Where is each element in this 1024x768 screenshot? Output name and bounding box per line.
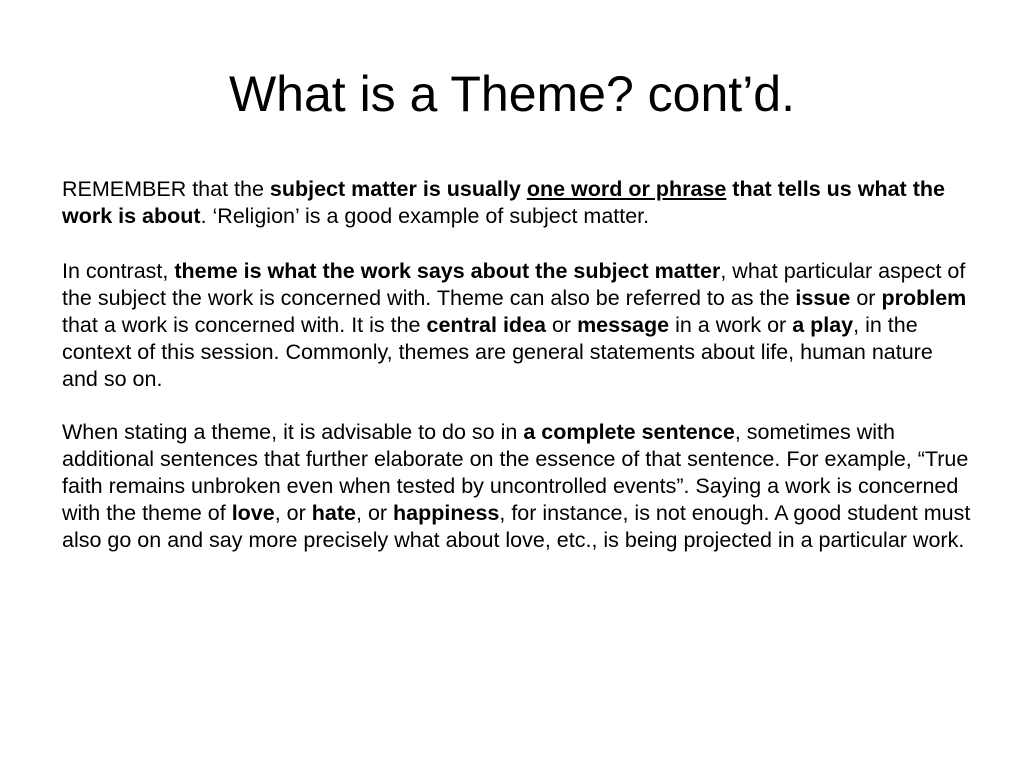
text-run: or [850,286,882,310]
text-run: , for instance, is not enough. A good student must also go on and say more precisely what about love, etc., is being projected in a particular work. [62,501,971,552]
text-run: , sometimes with additional sentences that further elaborate on the essence of that sentence. For example, “True faith remains unbroken even when tested by uncontrolled events”. Saying a work is concerned with the theme of [62,420,969,525]
bold-text: message [577,313,670,337]
text-run: , what particular aspect of the subject the work is concerned with. Theme can also be referred to as the [62,259,966,310]
slide-body [62,176,974,582]
text-run: , in the context of this session. Commonly, themes are general statements about life, human nature and so on. [62,313,933,391]
bold-text: issue [795,286,851,310]
text-run: When stating a theme, it is advisable to do so in [62,420,524,444]
bold-text: that tells us what the work is about [62,177,945,228]
bold-text: central idea [426,313,546,337]
text-run: , or [274,501,312,525]
bold-underlined-text: one word or phrase [526,177,727,201]
bold-text: a complete sentence [523,420,735,444]
bold-text: subject matter is usually [269,177,527,201]
bold-text: hate [311,501,356,525]
bold-text: theme is what the work says about the subject matter [174,259,721,283]
text-run: . ‘Religion’ is a good example of subject matter. [200,204,650,228]
text-run: that a work is concerned with. It is the [62,313,427,337]
text-run: in a work or [669,313,793,337]
paragraph-subject-matter [62,176,974,230]
slide-title: What is a Theme? cont’d. [228,66,795,122]
text-run: , or [356,501,394,525]
bold-text: love [231,501,275,525]
text-run: or [545,313,578,337]
paragraph-stating-theme [62,419,974,554]
bold-text: problem [881,286,967,310]
text-run: REMEMBER that the [62,177,270,201]
paragraph-theme-contrast [62,258,974,393]
text-run: In contrast, [62,259,175,283]
bold-text: happiness [393,501,500,525]
bold-text: a play [792,313,854,337]
